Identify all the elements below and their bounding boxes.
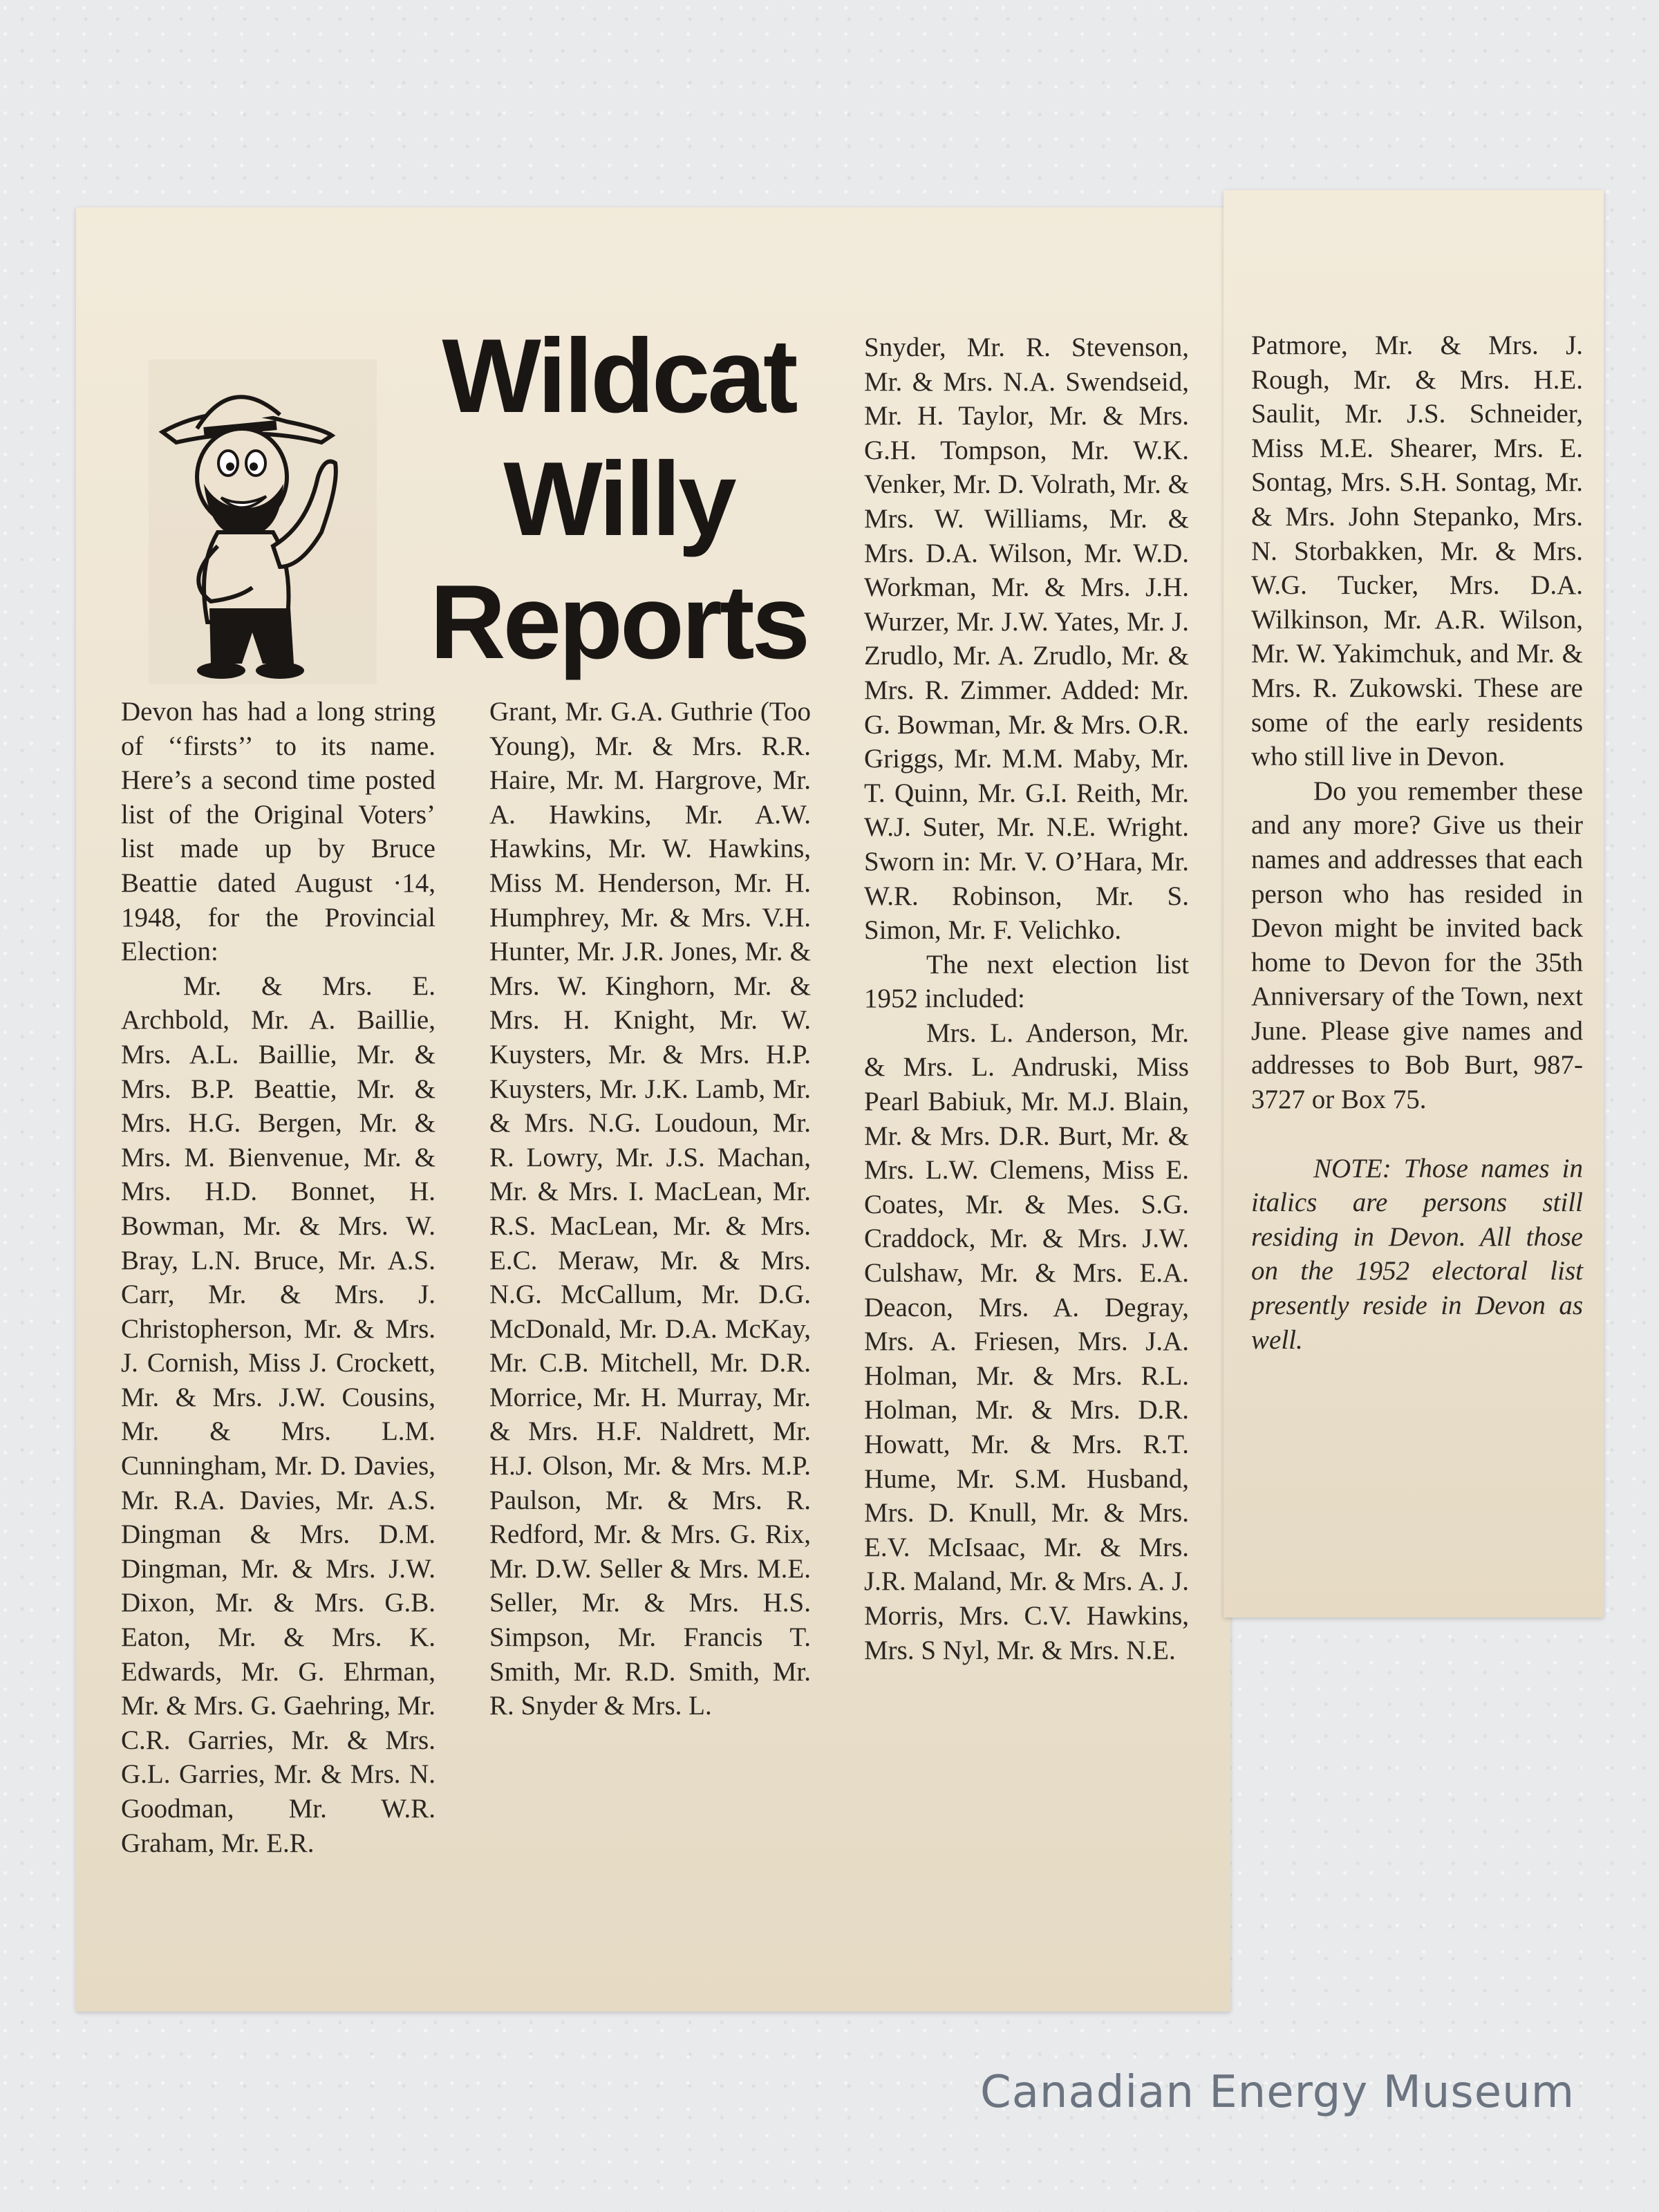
article-column-4 xyxy=(1251,328,1583,1357)
museum-watermark: Canadian Energy Museum xyxy=(980,2067,1575,2118)
voters-list-1948-part-1: Mr. & Mrs. E. Archbold, Mr. A. Baillie, Mrs. A.L. Baillie, Mr. & Mrs. B.P. Beattie, Mr. & Mrs. H.G. Bergen, Mr. & Mrs. M. Bienvenue, Mr. & Mrs. H.D. Bonnet, H. Bowman, Mr. & Mrs. W. Bray, L.N. Bruce, Mr. A.S. Carr, Mr. & Mrs. J. Christopherson, Mr. & Mrs. J. Cornish, Miss J. Crockett, Mr. & Mrs. J.W. Cousins, Mr. & Mrs. L.M. Cunningham, Mr. D. Davies, Mr. R.A. Davies, Mr. A.S. Dingman & Mrs. D.M. Dingman, Mr. & Mrs. J.W. Dixon, Mr. & Mrs. G.B. Eaton, Mr. & Mrs. K. Edwards, Mr. G. Ehrman, Mr. & Mrs. G. Gaehring, Mr. C.R. Garries, Mr. & Mrs. G.L. Garries, Mr. & Mrs. N. Goodman, Mr. W.R. Graham, Mr. E.R. xyxy=(121,971,435,1858)
election-1952-heading-paragraph: The next election list 1952 included: xyxy=(864,949,1189,1014)
headline-line-3: Reports xyxy=(429,563,808,681)
article-column-2 xyxy=(489,695,811,1723)
voters-list-1948-part-3: Snyder, Mr. R. Stevenson, Mr. & Mrs. N.A. Swendseid, Mr. H. Taylor, Mr. & Mrs. G.H. Tompson, Mr. W.K. Venker, Mr. D. Volrath, Mr. & Mrs. W. Williams, Mr. & Mrs. D.A. Wilson, Mr. W.D. Workman, Mr. & Mrs. J.H. Wurzer, Mr. J.W. Yates, Mr. J. Zrudlo, Mr. A. Zrudlo, Mr. & Mrs. R. Zimmer. Added: Mr. G. Bowman, Mr. & Mrs. O.R. Griggs, Mr. M.M. Maby, Mr. T. Quinn, Mr. G.I. Reith, Mr. W.J. Suter, Mr. N.E. Wright. Sworn in: Mr. V. O’Hara, Mr. W.R. Robinson, Mr. S. Simon, Mr. F. Velichko. xyxy=(864,332,1189,946)
voters-list-1952-part-2: Patmore, Mr. & Mrs. J. Rough, Mr. & Mrs. H.E. Saulit, Mr. J.S. Schneider, Miss M.E. Shearer, Mrs. E. Sontag, Mrs. S.H. Sontag, Mr. & Mrs. John Stepanko, Mrs. N. Storbakken, Mr. & Mrs. W.G. Tucker, Mrs. D.A. Wilkinson, Mr. A.R. Wilson, Mr. W. Yakimchuk, and Mr. & Mrs. R. Zukowski. These are some of the early residents who still live in Devon. xyxy=(1251,330,1583,772)
intro-paragraph: Devon has had a long string of ‘‘firsts’’ to its name. Here’s a second time posted list of the Original Voters’ list made up by Bruce Beattie dated August ·14, 1948, for the Provincial Election: xyxy=(121,697,435,967)
voters-list-1948-part-2: Grant, Mr. G.A. Guthrie (Too Young), Mr. & Mrs. R.R. Haire, Mr. M. Hargrove, Mr. A. Hawkins, Mr. A.W. Hawkins, Mr. W. Hawkins, Miss M. Henderson, Mr. H. Humphrey, Mr. & Mrs. V.H. Hunter, Mr. J.R. Jones, Mr. & Mrs. W. Kinghorn, Mr. & Mrs. H. Knight, Mr. W. Kuysters, Mr. & Mrs. H.P. Kuysters, Mr. J.K. Lamb, Mr. & Mrs. N.G. Loudoun, Mr. R. Lowry, Mr. J.S. Machan, Mr. & Mrs. I. MacLean, Mr. R.S. MacLean, Mr. & Mrs. E.C. Meraw, Mr. & Mrs. N.G. McCallum, Mr. D.G. McDonald, Mr. D.A. McKay, Mr. C.B. Mitchell, Mr. D.R. Morrice, Mr. H. Murray, Mr. & Mrs. H.F. Naldrett, Mr. H.J. Olson, Mr. & Mrs. M.P. Paulson, Mr. & Mrs. R. Redford, Mr. & Mrs. G. Rix, Mr. D.W. Seller & Mrs. M.E. Seller, Mr. & Mrs. H.S. Simpson, Mr. Francis T. Smith, Mr. R.D. Smith, Mr. R. Snyder & Mrs. L. xyxy=(489,697,811,1721)
headline-line-2: Willy xyxy=(503,440,734,558)
headline-line-1: Wildcat xyxy=(442,317,796,435)
request-paragraph: Do you remember these and any more? Give us their names and addresses that each person who has resided in Devon might be invited back home to Devon for the 35th Anniversary of the Town, next June. Please give names and addresses to Bob Burt, 987-3727 or Box 75. xyxy=(1251,776,1583,1115)
article-column-3 xyxy=(864,330,1189,1667)
headline xyxy=(415,315,823,684)
voters-list-1952-part-1: Mrs. L. Anderson, Mr. & Mrs. L. Andruski, Miss Pearl Babiuk, Mr. M.J. Blain, Mr. & Mrs. D.R. Burt, Mr. & Mrs. L.W. Clemens, Miss E. Coates, Mr. & Mes. S.G. Craddock, Mr. & Mrs. J.W. Culshaw, Mr. & Mrs. E.A. Deacon, Mrs. A. Degray, Mrs. A. Friesen, Mrs. J.A. Holman, Mr. & Mrs. R.L. Holman, Mr. & Mrs. D.R. Howatt, Mr. & Mrs. R.T. Hume, Mr. S.M. Husband, Mrs. D. Knull, Mr. & Mrs. E.V. McIsaac, Mr. & Mrs. J.R. Maland, Mr. & Mrs. A. J. Morris, Mrs. C.V. Hawkins, Mrs. S Nyl, Mr. & Mrs. N.E. xyxy=(864,1018,1189,1665)
wildcat-willy-mascot-illustration xyxy=(149,359,377,684)
article-column-1 xyxy=(121,695,435,1860)
italics-note: NOTE: Those names in italics are persons still residing in Devon. All those on the 1952 electoral list presently reside in Devon as well. xyxy=(1251,1153,1583,1355)
